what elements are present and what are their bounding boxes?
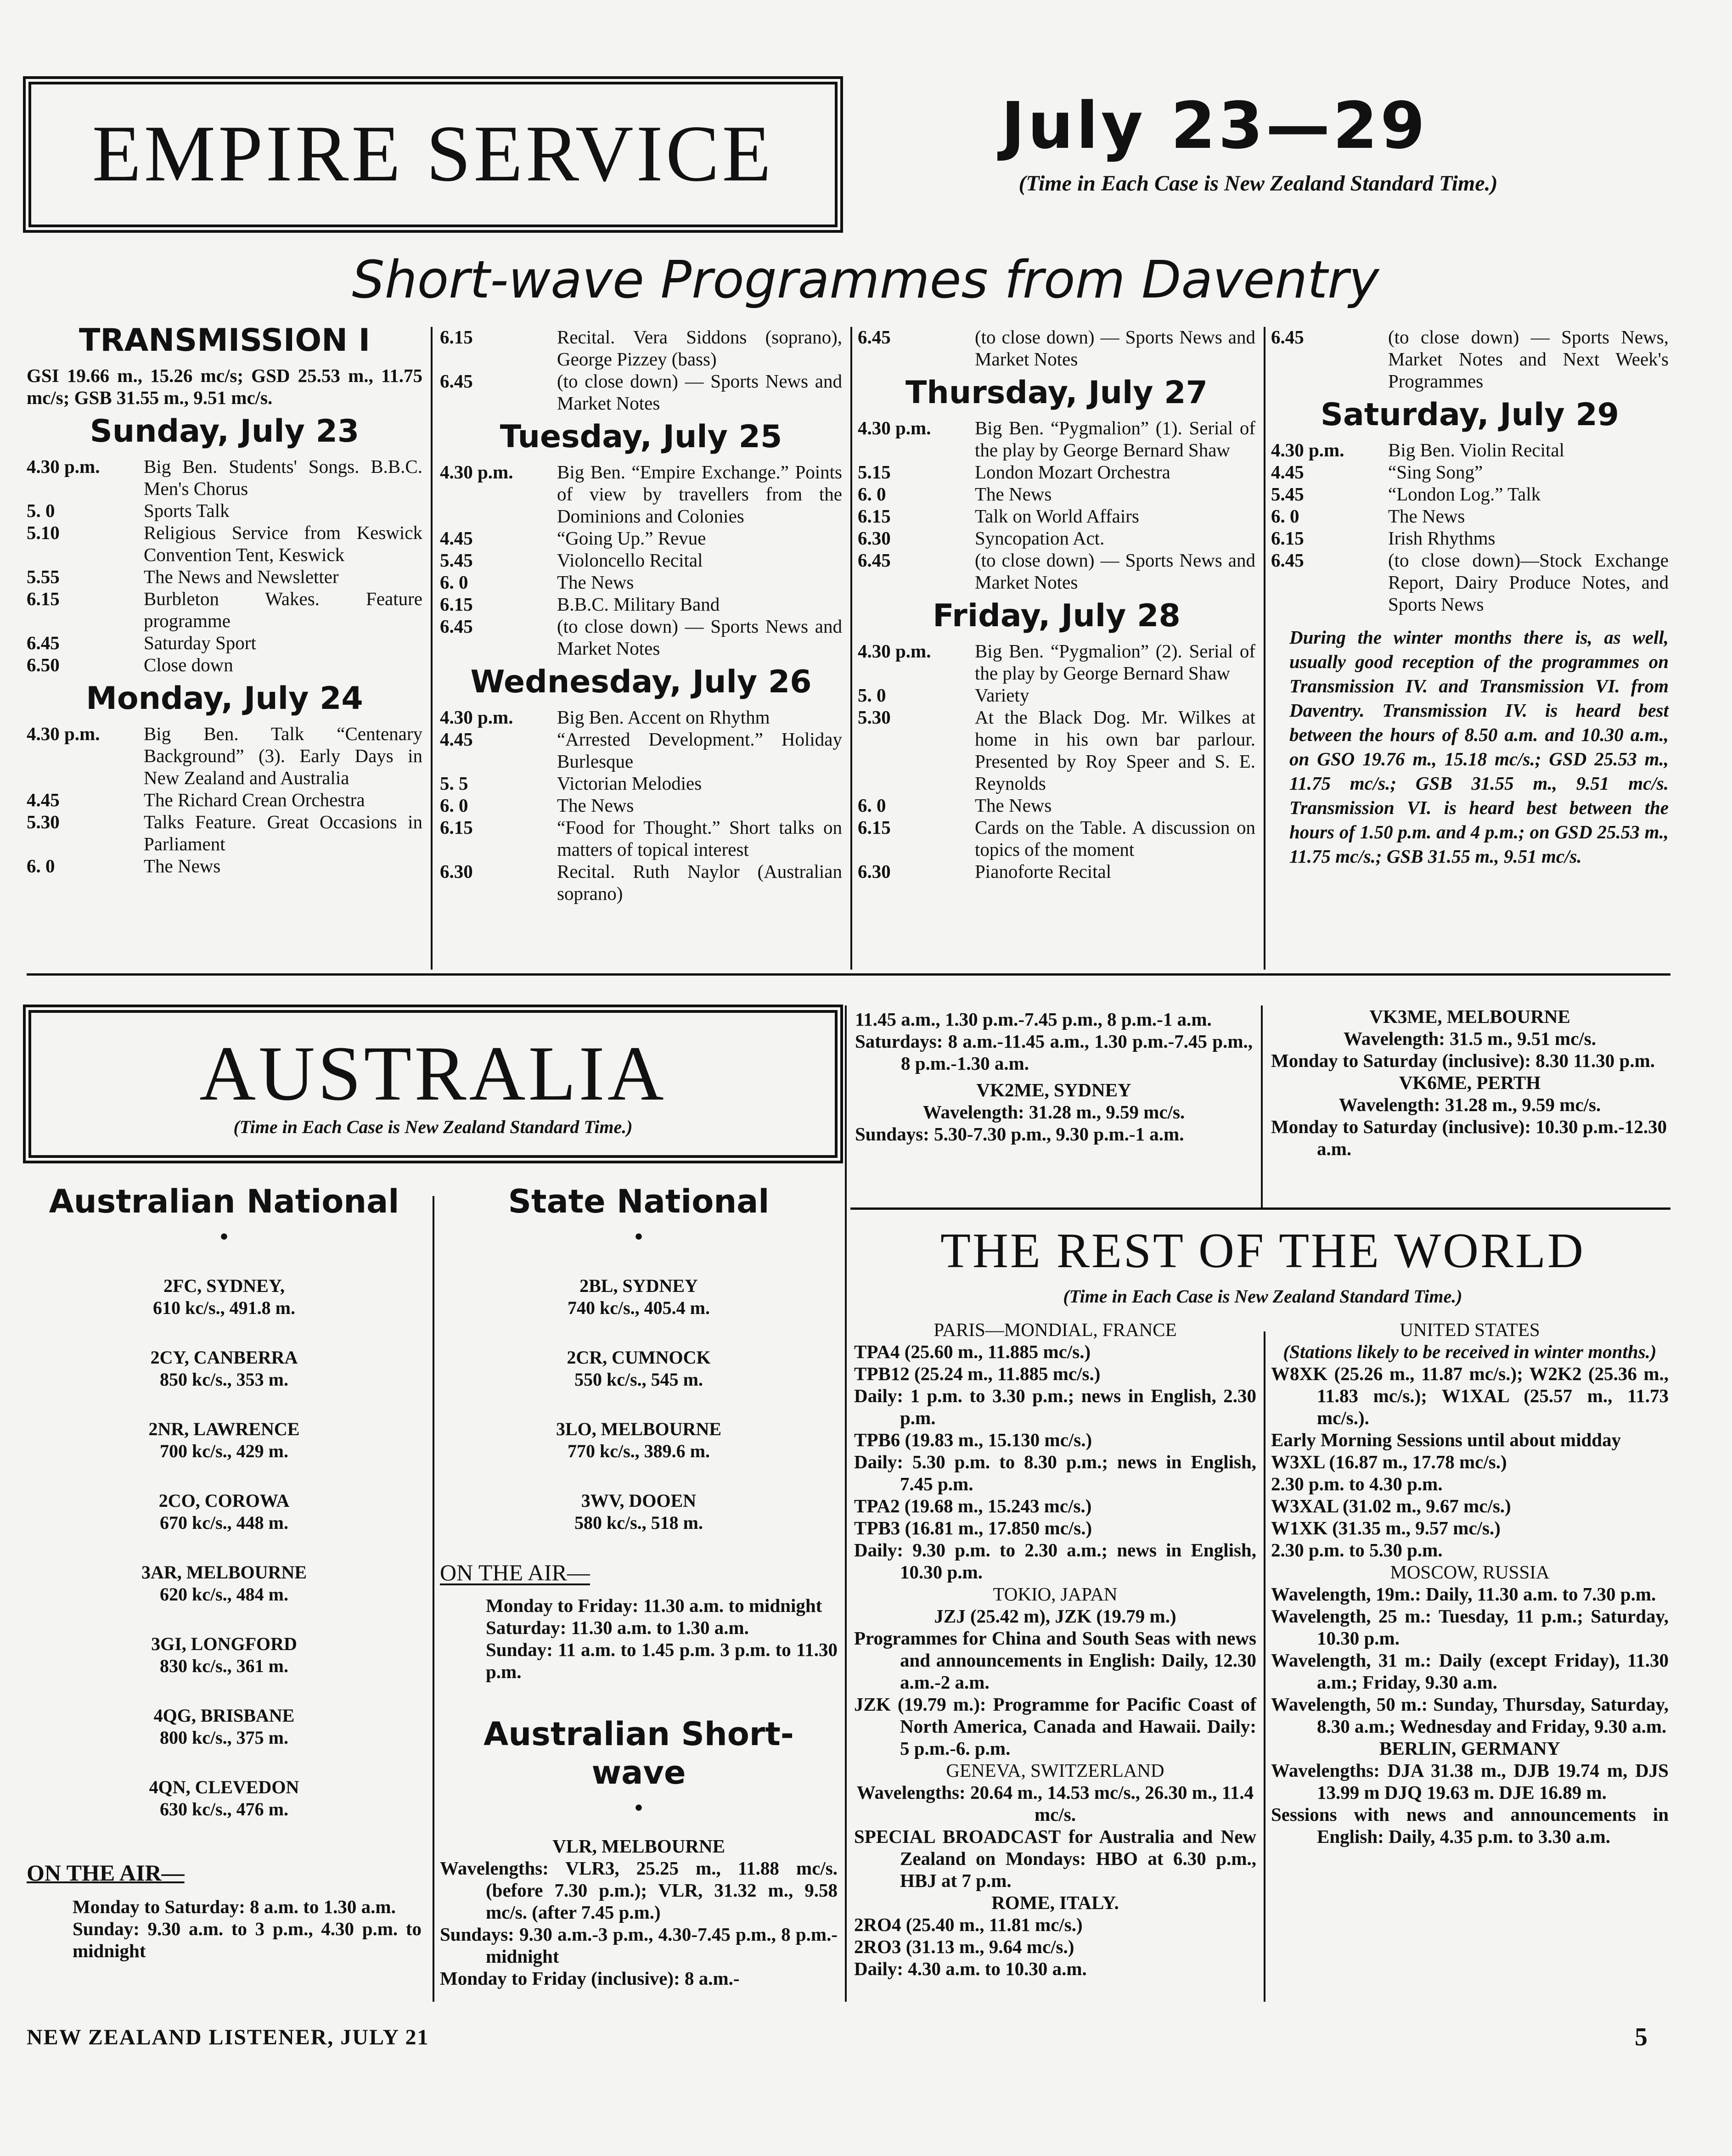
programme-time: 6.15 [440,326,473,348]
programme-time: 5.45 [440,550,473,571]
programme-title: B.B.C. Military Band [557,594,720,615]
programme-time: 6.30 [858,528,891,549]
programme-title: (to close down) — Sports News and Market Notes [975,550,1255,593]
programme-row [440,816,842,860]
programme-row [440,728,842,772]
empire-col-divider-1 [431,327,433,970]
programme-time: 5.15 [858,461,891,483]
programme-time: 6.15 [858,817,891,838]
programme-title: The News [557,795,634,816]
state-national-heading: State National [508,1183,770,1220]
moscow-schedule [1271,1583,1669,1737]
programme-row [27,588,422,632]
station-frequency: 740 kc/s., 405.4 m. [568,1297,710,1318]
programme-row [440,794,842,816]
vk6me-name: VK6ME, PERTH [1399,1072,1541,1093]
programme-time: 4.45 [27,789,60,810]
programme-time: 4.30 p.m. [858,417,931,438]
programme-row [27,654,422,676]
programme-title: The Richard Crean Orchestra [144,789,365,810]
schedule-line: 2RO4 (25.40 m., 11.81 mc/s.) [854,1914,1083,1935]
schedule-line: Programmes for China and South Seas with news and announcements in English: Daily, 12.30 a.m.-2 a.m. [854,1628,1256,1693]
national-station-list [27,1275,422,1820]
schedule-line: 2RO3 (31.13 m., 9.64 mc/s.) [854,1936,1074,1957]
paris-heading: PARIS—MONDIAL, FRANCE [933,1319,1177,1340]
programme-row [1271,505,1669,527]
monday-continued-list [440,326,842,414]
australia-timezone-note: (Time in Each Case is New Zealand Standard Time.) [233,1117,633,1137]
vk3me-wavelength: Wavelength: 31.5 m., 9.51 mc/s. [1343,1028,1597,1049]
programme-time: 6. 0 [440,795,468,816]
station-name: 3WV, DOOEN [581,1490,697,1511]
programme-time: 6.45 [440,616,473,637]
programme-time: 6.45 [1271,550,1304,571]
geneva-wavelengths: Wavelengths: 20.64 m., 14.53 mc/s., 26.30 m., 11.4 mc/s. [856,1782,1254,1825]
programme-row [1271,439,1669,461]
transmission-info: GSI 19.66 m., 15.26 mc/s; GSD 25.53 m., 11.75 mc/s; GSB 31.55 m., 9.51 mc/s. [27,365,422,408]
special-broadcast: SPECIAL BROADCAST for Australia and New Zealand on Mondays: HBO at 6.30 p.m., HBJ at 7 p.m. [854,1826,1256,1891]
programme-row [27,632,422,654]
upper-right-divider [1261,1005,1263,1210]
empire-subtitle: Short-wave Programmes from Daventry [352,250,1379,310]
programme-title: “Going Up.” Revue [557,528,706,549]
rome-heading: ROME, ITALY. [991,1892,1119,1913]
programme-time: 5.10 [27,522,60,543]
schedule-line: W1XK (31.35 m., 9.57 mc/s.) [1271,1517,1501,1538]
geneva-heading: GENEVA, SWITZERLAND [946,1760,1164,1781]
programme-time: 4.30 p.m. [1271,439,1344,460]
schedule-line: Wavelength, 50 m.: Sunday, Thursday, Saturday, 8.30 a.m.; Wednesday and Friday, 9.30 a.m. [1271,1694,1669,1737]
programme-row [858,549,1255,593]
programme-title: Talks Feature. Great Occasions in Parliament [144,811,422,854]
programme-time: 6. 0 [858,795,886,816]
programme-time: 6.15 [27,588,60,609]
schedule-line: Sessions with news and announcements in English: Daily, 4.35 p.m. to 3.30 a.m. [1271,1804,1669,1847]
footer-publication: NEW ZEALAND LISTENER, JULY 21 [27,2025,429,2049]
programme-title: The News [975,795,1052,816]
station-frequency: 800 kc/s., 375 m. [160,1727,288,1748]
schedule-line: Daily: 1 p.m. to 3.30 p.m.; news in English, 2.30 p.m. [854,1385,1256,1428]
us-schedule [1271,1363,1669,1561]
programme-title: Sports Talk [144,500,230,521]
station-name: 3LO, MELBOURNE [556,1419,722,1439]
programme-row [858,326,1255,370]
programme-row [858,816,1255,860]
day-heading-wednesday: Wednesday, July 26 [470,664,812,700]
vk2me-sundays: Sundays: 5.30-7.30 p.m., 9.30 p.m.-1 a.m. [855,1123,1184,1145]
programme-row [1271,483,1669,505]
world-top-rule [850,1207,1670,1210]
day-heading-thursday: Thursday, July 27 [905,375,1208,411]
programme-time: 6.50 [27,654,60,675]
australia-title-frame [28,1010,838,1158]
empire-column-1 [27,321,422,877]
programme-title: Big Ben. Students' Songs. B.B.C. Men's Chorus [144,456,422,499]
station-name: 2CY, CANBERRA [150,1347,298,1368]
schedule-line: Wavelength, 25 m.: Tuesday, 11 p.m.; Saturday, 10.30 p.m. [1271,1606,1669,1649]
world-right-column [1271,1319,1669,1847]
vk6me-wavelength: Wavelength: 31.28 m., 9.59 mc/s. [1338,1094,1601,1115]
schedule-line: 11.45 a.m., 1.30 p.m.-7.45 p.m., 8 p.m.-1 a.m. [855,1009,1212,1030]
programme-title: The News [144,855,221,876]
programme-title: Saturday Sport [144,632,256,653]
programme-row [858,860,1255,882]
vk3me-name: VK3ME, MELBOURNE [1369,1006,1570,1027]
programme-title: “Sing Song” [1388,461,1483,483]
schedule-line: Monday to Friday: 11.30 a.m. to midnight [486,1595,822,1616]
station-frequency: 550 kc/s., 545 m. [574,1369,703,1390]
empire-col-divider-2 [850,327,852,970]
programme-time: 5.30 [858,707,891,728]
empire-column-2 [440,326,842,904]
programme-time: 6.45 [440,371,473,392]
programme-title: Close down [144,654,233,675]
schedule-line: JZK (19.79 m.): Programme for Pacific Coast of North America, Canada and Hawaii. Daily: 5 p.m.-6. p.m. [854,1694,1256,1759]
programme-time: 6. 0 [858,483,886,505]
programme-row [27,500,422,522]
programme-time: 6.15 [1271,528,1304,549]
programme-title: Syncopation Act. [975,528,1105,549]
vlr-schedule [440,1857,838,1989]
programme-time: 4.30 p.m. [27,723,100,744]
national-on-air-heading: ON THE AIR— [27,1860,185,1886]
programme-row [858,461,1255,483]
programme-row [440,370,842,414]
empire-bottom-rule [27,973,1670,976]
schedule-line: Daily: 9.30 p.m. to 2.30 a.m.; news in English, 10.30 p.m. [854,1539,1256,1583]
programme-time: 6.45 [858,550,891,571]
programme-time: 5. 0 [858,685,886,706]
programme-time: 4.30 p.m. [858,640,931,662]
programme-row [858,640,1255,684]
programme-time: 6.45 [1271,326,1304,348]
programme-title: Big Ben. “Empire Exchange.” Points of view by travellers from the Dominions and Colonies [557,461,842,527]
world-left-column [854,1319,1256,1980]
programme-title: London Mozart Orchestra [975,461,1170,483]
australia-title: AUSTRALIA [199,1030,667,1117]
vlr-continued-block [855,1008,1253,1145]
australian-national-column [27,1182,422,1962]
schedule-line: Sundays: 9.30 a.m.-3 p.m., 4.30-7.45 p.m., 8 p.m.-midnight [440,1924,838,1967]
programme-row [440,571,842,593]
station-frequency: 580 kc/s., 518 m. [574,1512,703,1533]
programme-title: Recital. Ruth Naylor (Australian soprano) [557,861,842,904]
programme-title: “Food for Thought.” Short talks on matters of topical interest [557,817,842,860]
world-title: THE REST OF THE WORLD [940,1224,1586,1278]
national-on-air-times [27,1896,422,1962]
world-timezone-note: (Time in Each Case is New Zealand Standard Time.) [1063,1286,1462,1307]
programme-time: 6. 0 [440,572,468,593]
bullet-icon: • [220,1224,228,1249]
programme-row [440,549,842,571]
aus-world-divider [845,1005,847,2002]
programme-row [440,593,842,615]
us-heading: UNITED STATES [1400,1319,1540,1340]
berlin-heading: BERLIN, GERMANY [1379,1738,1561,1759]
station-frequency: 770 kc/s., 389.6 m. [568,1441,710,1461]
station-name: 2CR, CUMNOCK [567,1347,711,1368]
state-on-air-heading: ON THE AIR— [440,1560,590,1585]
programme-title: Big Ben. Accent on Rhythm [557,707,770,728]
wednesday-programme-list [440,706,842,904]
day-heading-saturday: Saturday, July 29 [1321,397,1619,433]
tokio-stations: JZJ (25.42 m), JZK (19.79 m.) [934,1606,1176,1627]
rome-schedule [854,1914,1256,1980]
programme-title: Big Ben. Violin Recital [1388,439,1564,460]
vk-stations-block [1271,1005,1669,1160]
schedule-line: Wavelengths: DJA 31.38 m., DJB 19.74 m, DJS 13.99 m DJQ 19.63 m. DJE 16.89 m. [1271,1760,1669,1803]
schedule-line: Daily: 4.30 a.m. to 10.30 a.m. [854,1958,1087,1979]
vk2me-name: VK2ME, SYDNEY [976,1079,1131,1100]
bullet-icon: • [635,1795,643,1820]
empire-timezone-note: (Time in Each Case is New Zealand Standard Time.) [1018,171,1498,196]
schedule-line: Sunday: 9.30 a.m. to 3 p.m., 4.30 p.m. to midnight [73,1918,422,1961]
friday-programme-list [858,640,1255,882]
schedule-line: W8XK (25.26 m., 11.87 mc/s.); W2K2 (25.36 m., 11.83 mc/s.); W1XAL (25.57 m., 11.73 mc/s.). [1271,1363,1669,1428]
day-heading-tuesday: Tuesday, July 25 [500,419,782,455]
programme-row [1271,549,1669,615]
page-number: 5 [1635,2023,1648,2051]
programme-row [440,860,842,904]
vk6me-schedule: Monday to Saturday (inclusive): 10.30 p.m.-12.30 a.m. [1271,1116,1667,1159]
schedule-line: TPA2 (19.68 m., 15.243 mc/s.) [854,1495,1092,1516]
programme-row [858,706,1255,794]
programme-row [1271,326,1669,392]
vk3me-schedule: Monday to Saturday (inclusive): 8.30 11.30 p.m. [1271,1050,1655,1071]
station-frequency: 610 kc/s., 491.8 m. [153,1297,295,1318]
programme-title: Pianoforte Recital [975,861,1112,882]
programme-row [440,615,842,659]
programme-row [440,326,842,370]
wednesday-continued-list [858,326,1255,370]
australia-col-divider [433,1196,434,2002]
programme-title: (to close down) — Sports News and Market Notes [557,371,842,414]
programme-row [858,417,1255,461]
day-heading-friday: Friday, July 28 [933,598,1181,634]
saturday-programme-list [1271,439,1669,615]
programme-title: Religious Service from Keswick Convention Tent, Keswick [144,522,422,565]
programme-title: Big Ben. “Pygmalion” (1). Serial of the play by George Bernard Shaw [975,417,1255,460]
vk2me-wavelength: Wavelength: 31.28 m., 9.59 mc/s. [922,1101,1185,1123]
state-station-list [440,1275,838,1534]
programme-row [1271,527,1669,549]
tuesday-programme-list [440,461,842,659]
programme-title: The News [975,483,1052,505]
programme-time: 6.45 [27,632,60,653]
world-col-divider [1264,1331,1265,2002]
programme-row [1271,461,1669,483]
schedule-line: Wavelength, 31 m.: Daily (except Friday), 11.30 a.m.; Friday, 9.30 a.m. [1271,1650,1669,1693]
day-heading-monday: Monday, July 24 [86,680,363,717]
empire-col-divider-3 [1264,327,1265,970]
day-heading-sunday: Sunday, July 23 [90,413,360,449]
schedule-line: 2.30 p.m. to 4.30 p.m. [1271,1473,1443,1494]
schedule-line: Monday to Saturday: 8 a.m. to 1.30 a.m. [73,1896,396,1917]
programme-time: 4.30 p.m. [440,461,513,483]
station-name: 2BL, SYDNEY [579,1275,698,1296]
empire-title-frame [28,82,838,227]
station-name: 4QN, CLEVEDON [149,1777,299,1797]
programme-time: 5. 5 [440,773,468,794]
programme-title: Violoncello Recital [557,550,703,571]
programme-title: Big Ben. Talk “Centenary Background” (3). Early Days in New Zealand and Australia [144,723,422,788]
programme-title: Talk on World Affairs [975,505,1139,527]
state-national-column [440,1182,838,1989]
programme-title: Big Ben. “Pygmalion” (2). Serial of the play by George Bernard Shaw [975,640,1255,684]
monday-programme-list [27,723,422,877]
sunday-programme-list [27,455,422,676]
programme-row [858,527,1255,549]
programme-time: 5.55 [27,566,60,587]
programme-time: 6.15 [440,594,473,615]
programme-title: (to close down) — Sports News, Market Notes and Next Week's Programmes [1388,326,1669,392]
programme-time: 4.45 [1271,461,1304,483]
thursday-programme-list [858,417,1255,593]
schedule-line: Wavelengths: VLR3, 25.25 m., 11.88 mc/s. (before 7.30 p.m.); VLR, 31.32 m., 9.58 mc/s. (after 7.45 p.m.) [440,1858,838,1923]
station-name: 2NR, LAWRENCE [148,1419,300,1439]
programme-row [858,483,1255,505]
schedule-line: Saturday: 11.30 a.m. to 1.30 a.m. [486,1617,749,1638]
schedule-line: TPA4 (25.60 m., 11.885 mc/s.) [854,1341,1091,1362]
programme-title: The News [557,572,634,593]
station-frequency: 700 kc/s., 429 m. [160,1441,288,1461]
programme-title: At the Black Dog. Mr. Wilkes at home in his own bar parlour. Presented by Roy Speer and S. E. Reynolds [975,707,1255,794]
programme-row [858,794,1255,816]
programme-title: Irish Rhythms [1388,528,1496,549]
programme-time: 6.30 [858,861,891,882]
programme-title: Variety [975,685,1029,706]
schedule-line: W3XAL (31.02 m., 9.67 mc/s.) [1271,1495,1511,1516]
station-name: 2FC, SYDNEY, [163,1275,285,1296]
schedule-line: TPB3 (16.81 m., 17.850 mc/s.) [854,1517,1092,1538]
australian-shortwave-heading: Australian Short-wave [484,1715,794,1791]
programme-title: (to close down) — Sports News and Market Notes [975,326,1255,370]
station-name: 4QG, BRISBANE [153,1705,295,1726]
schedule-line: TPB12 (25.24 m., 11.885 mc/s.) [854,1363,1101,1384]
programme-row [27,811,422,855]
programme-time: 4.45 [440,729,473,750]
friday-continued-list [1271,326,1669,392]
tokio-heading: TOKIO, JAPAN [993,1583,1118,1605]
bullet-icon: • [635,1224,643,1249]
programme-title: “London Log.” Talk [1388,483,1541,505]
programme-row [858,505,1255,527]
programme-time: 6. 0 [27,855,55,876]
schedule-line: Wavelength, 19m.: Daily, 11.30 a.m. to 7.30 p.m. [1271,1583,1656,1605]
empire-dates: July 23—29 [1001,89,1428,163]
station-name: 2CO, COROWA [158,1490,290,1511]
programme-row [27,723,422,789]
schedule-line: 2.30 p.m. to 5.30 p.m. [1271,1539,1443,1561]
programme-time: 4.30 p.m. [440,707,513,728]
programme-title: The News [1388,505,1465,527]
programme-time: 5. 0 [27,500,55,521]
us-subheading: (Stations likely to be received in winter months.) [1283,1341,1657,1362]
empire-column-3 [858,326,1255,882]
moscow-heading: MOSCOW, RUSSIA [1390,1561,1550,1583]
winter-reception-note: During the winter months there is, as well, usually good reception of the programmes on Transmission IV. and Transmission VI. from Daventry. Transmission IV. is heard best between the hours of 8.50 a.m. and 10.30 a.m., on GSO 19.76 m., 15.18 mc/s.; GSD 25.53 m., 11.75 mc/s.; GSB 31.55 m., 9.51 mc/s. Transmission VI. is heard best between the hours of 1.50 p.m. and 4 p.m.; on GSD 25.53 m., 11.75 mc/s.; GSB 31.55 m., 9.51 mc/s. [1289,627,1669,867]
programme-row [27,455,422,500]
programme-row [440,706,842,728]
vlr-continued-lines [855,1008,1253,1074]
programme-time: 4.45 [440,528,473,549]
programme-title: Burbleton Wakes. Feature programme [144,588,422,631]
empire-column-4 [1271,326,1669,869]
schedule-line: W3XL (16.87 m., 17.78 mc/s.) [1271,1451,1507,1472]
programme-row [440,461,842,527]
station-frequency: 850 kc/s., 353 m. [160,1369,288,1390]
programme-time: 5.45 [1271,483,1304,505]
programme-time: 6.15 [440,817,473,838]
state-on-air-times [440,1595,838,1683]
station-frequency: 830 kc/s., 361 m. [160,1656,288,1676]
schedule-line: TPB6 (19.83 m., 15.130 mc/s.) [854,1429,1092,1450]
programme-title: Victorian Melodies [557,773,702,794]
station-name: 3AR, MELBOURNE [141,1562,307,1583]
transmission-heading: TRANSMISSION I [79,322,371,359]
empire-title: EMPIRE SERVICE [92,109,774,198]
paris-schedule [854,1341,1256,1583]
programme-title: The News and Newsletter [144,566,339,587]
schedule-line: Daily: 5.30 p.m. to 8.30 p.m.; news in English, 7.45 p.m. [854,1451,1256,1494]
programme-row [27,566,422,588]
australian-national-heading: Australian National [49,1183,399,1220]
programme-title: “Arrested Development.” Holiday Burlesque [557,729,842,772]
station-frequency: 630 kc/s., 476 m. [160,1799,288,1819]
station-frequency: 620 kc/s., 484 m. [160,1584,288,1605]
programme-row [440,772,842,794]
programme-time: 6.30 [440,861,473,882]
vlr-melbourne: VLR, MELBOURNE [552,1836,725,1857]
programme-row [858,684,1255,706]
programme-time: 4.30 p.m. [27,456,100,477]
station-frequency: 670 kc/s., 448 m. [160,1512,288,1533]
programme-row [440,527,842,549]
schedule-line: Sunday: 11 a.m. to 1.45 p.m. 3 p.m. to 11.30 p.m. [486,1639,838,1682]
programme-title: Cards on the Table. A discussion on topics of the moment [975,817,1255,860]
programme-time: 6. 0 [1271,505,1299,527]
berlin-schedule [1271,1759,1669,1847]
schedule-line: Saturdays: 8 a.m.-11.45 a.m., 1.30 p.m.-7.45 p.m., 8 p.m.-1.30 a.m. [855,1031,1253,1074]
programme-time: 6.45 [858,326,891,348]
programme-time: 6.15 [858,505,891,527]
schedule-line: Monday to Friday (inclusive): 8 a.m.- [440,1968,740,1989]
tokio-schedule [854,1627,1256,1759]
programme-row [27,855,422,877]
station-name: 3GI, LONGFORD [151,1634,297,1654]
programme-row [27,522,422,566]
programme-time: 5.30 [27,811,60,832]
programme-row [27,789,422,811]
programme-title: (to close down) — Sports News and Market Notes [557,616,842,659]
programme-title: Recital. Vera Siddons (soprano), George Pizzey (bass) [557,326,842,370]
schedule-line: Early Morning Sessions until about midday [1271,1429,1621,1450]
programme-title: (to close down)—Stock Exchange Report, Dairy Produce Notes, and Sports News [1388,550,1669,615]
